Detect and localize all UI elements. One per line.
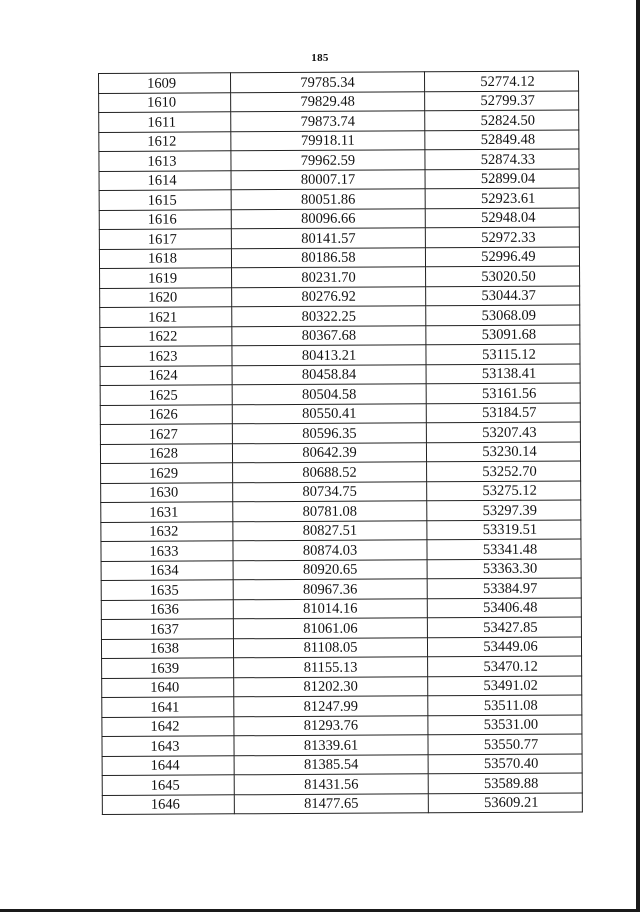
- value-1-cell: 80781.08: [233, 501, 427, 522]
- year-cell: 1643: [102, 736, 234, 756]
- table-row: [101, 558, 581, 580]
- value-1-cell: 80051.86: [231, 189, 425, 210]
- value-2-cell: 52799.37: [425, 90, 579, 110]
- value-1-cell: 80920.65: [233, 559, 427, 580]
- year-cell: 1635: [101, 580, 233, 600]
- table-row: [99, 90, 579, 112]
- value-1-cell: 80458.84: [232, 364, 426, 385]
- year-cell: 1628: [100, 443, 232, 463]
- value-2-cell: 52996.49: [425, 246, 579, 266]
- value-1-cell: 80413.21: [232, 345, 426, 366]
- value-1-cell: 80141.57: [231, 228, 425, 249]
- table-row: [102, 792, 582, 814]
- value-1-cell: 80967.36: [233, 579, 427, 600]
- value-2-cell: 53470.12: [428, 656, 582, 676]
- value-2-cell: 53230.14: [426, 441, 580, 461]
- table-row: [100, 383, 580, 405]
- value-2-cell: 52849.48: [425, 129, 579, 149]
- year-cell: 1645: [102, 775, 234, 795]
- value-2-cell: 53570.40: [428, 753, 582, 773]
- value-1-cell: 81293.76: [234, 715, 428, 736]
- value-1-cell: 80734.75: [233, 481, 427, 502]
- year-cell: 1618: [99, 248, 231, 268]
- table-row: [99, 207, 579, 229]
- year-cell: 1646: [102, 794, 234, 814]
- value-2-cell: 52923.61: [425, 188, 579, 208]
- value-2-cell: 53491.02: [428, 675, 582, 695]
- year-cell: 1631: [101, 502, 233, 522]
- table-row: [100, 324, 580, 346]
- table-row: [100, 285, 580, 307]
- value-2-cell: 53044.37: [426, 285, 580, 305]
- year-cell: 1609: [99, 73, 231, 93]
- value-1-cell: 79918.11: [231, 130, 425, 151]
- value-1-cell: 81155.13: [234, 657, 428, 678]
- table-row: [99, 168, 579, 190]
- year-cell: 1611: [99, 112, 231, 132]
- value-2-cell: 53384.97: [427, 578, 581, 598]
- value-2-cell: 53161.56: [426, 383, 580, 403]
- value-1-cell: 80096.66: [231, 208, 425, 229]
- value-1-cell: 79829.48: [231, 91, 425, 112]
- table-row: [99, 188, 579, 210]
- year-cell: 1615: [99, 190, 231, 210]
- year-cell: 1619: [100, 268, 232, 288]
- table-row: [99, 110, 579, 132]
- value-2-cell: 53363.30: [427, 558, 581, 578]
- value-1-cell: 80688.52: [233, 462, 427, 483]
- table-row: [101, 500, 581, 522]
- table-row: [99, 227, 579, 249]
- table-row: [101, 519, 581, 541]
- table-row: [100, 441, 580, 463]
- data-table: [98, 70, 583, 815]
- value-2-cell: 53275.12: [427, 480, 581, 500]
- value-2-cell: 53427.85: [427, 617, 581, 637]
- value-1-cell: 80231.70: [232, 267, 426, 288]
- table-row: [99, 246, 579, 268]
- table-row: [100, 402, 580, 424]
- value-2-cell: 53550.77: [428, 734, 582, 754]
- year-cell: 1633: [101, 541, 233, 561]
- value-1-cell: 80276.92: [232, 286, 426, 307]
- value-1-cell: 81108.05: [233, 637, 427, 658]
- year-cell: 1640: [102, 677, 234, 697]
- table-row: [100, 344, 580, 366]
- value-2-cell: 53341.48: [427, 539, 581, 559]
- value-1-cell: 80367.68: [232, 325, 426, 346]
- value-2-cell: 53252.70: [427, 461, 581, 481]
- value-1-cell: 81431.56: [234, 774, 428, 795]
- table-row: [102, 734, 582, 756]
- year-cell: 1638: [101, 638, 233, 658]
- value-2-cell: 53184.57: [426, 402, 580, 422]
- year-cell: 1632: [101, 521, 233, 541]
- year-cell: 1642: [102, 716, 234, 736]
- year-cell: 1627: [100, 424, 232, 444]
- year-cell: 1621: [100, 307, 232, 327]
- value-1-cell: 80322.25: [232, 306, 426, 327]
- value-1-cell: 80186.58: [231, 247, 425, 268]
- value-1-cell: 80642.39: [232, 442, 426, 463]
- table-row: [101, 461, 581, 483]
- data-table-body: [99, 71, 583, 815]
- value-1-cell: 81247.99: [234, 696, 428, 717]
- value-2-cell: 53138.41: [426, 363, 580, 383]
- value-2-cell: 53115.12: [426, 344, 580, 364]
- value-2-cell: 53609.21: [428, 792, 582, 812]
- value-2-cell: 53020.50: [426, 266, 580, 286]
- value-1-cell: 81385.54: [234, 754, 428, 775]
- value-2-cell: 53511.08: [428, 695, 582, 715]
- table-row: [102, 773, 582, 795]
- year-cell: 1629: [101, 463, 233, 483]
- year-cell: 1612: [99, 131, 231, 151]
- year-cell: 1644: [102, 755, 234, 775]
- year-cell: 1620: [100, 287, 232, 307]
- table-row: [102, 675, 582, 697]
- year-cell: 1610: [99, 92, 231, 112]
- year-cell: 1623: [100, 346, 232, 366]
- year-cell: 1630: [101, 482, 233, 502]
- table-row: [102, 656, 582, 678]
- table-row: [100, 422, 580, 444]
- year-cell: 1624: [100, 365, 232, 385]
- value-2-cell: 52874.33: [425, 149, 579, 169]
- table-row: [101, 578, 581, 600]
- value-2-cell: 53589.88: [428, 773, 582, 793]
- year-cell: 1613: [99, 151, 231, 171]
- table-row: [99, 71, 579, 93]
- table-row: [101, 539, 581, 561]
- value-1-cell: 81061.06: [233, 618, 427, 639]
- value-1-cell: 79962.59: [231, 150, 425, 171]
- table-row: [101, 597, 581, 619]
- value-2-cell: 53319.51: [427, 519, 581, 539]
- value-2-cell: 53091.68: [426, 324, 580, 344]
- value-1-cell: 80874.03: [233, 540, 427, 561]
- year-cell: 1616: [99, 209, 231, 229]
- page-number: 185: [311, 52, 329, 64]
- year-cell: 1617: [99, 229, 231, 249]
- table-row: [102, 695, 582, 717]
- year-cell: 1641: [102, 697, 234, 717]
- year-cell: 1622: [100, 326, 232, 346]
- value-2-cell: 53531.00: [428, 714, 582, 734]
- value-2-cell: 52948.04: [425, 207, 579, 227]
- value-2-cell: 53207.43: [426, 422, 580, 442]
- value-2-cell: 53449.06: [427, 636, 581, 656]
- value-2-cell: 53297.39: [427, 500, 581, 520]
- value-2-cell: 52824.50: [425, 110, 579, 130]
- table-row: [101, 636, 581, 658]
- value-1-cell: 79785.34: [231, 72, 425, 93]
- table-row: [99, 129, 579, 151]
- value-2-cell: 52774.12: [424, 71, 578, 91]
- year-cell: 1626: [100, 404, 232, 424]
- table-row: [100, 266, 580, 288]
- value-2-cell: 52899.04: [425, 168, 579, 188]
- value-1-cell: 81202.30: [234, 676, 428, 697]
- value-1-cell: 80596.35: [232, 423, 426, 444]
- value-1-cell: 81339.61: [234, 735, 428, 756]
- year-cell: 1625: [100, 385, 232, 405]
- value-1-cell: 80827.51: [233, 520, 427, 541]
- value-1-cell: 80007.17: [231, 169, 425, 190]
- value-1-cell: 79873.74: [231, 111, 425, 132]
- year-cell: 1634: [101, 560, 233, 580]
- year-cell: 1639: [102, 658, 234, 678]
- table-row: [102, 714, 582, 736]
- data-table-container: [98, 70, 583, 815]
- value-1-cell: 80550.41: [232, 403, 426, 424]
- table-row: [100, 363, 580, 385]
- value-1-cell: 81014.16: [233, 598, 427, 619]
- value-1-cell: 80504.58: [232, 384, 426, 405]
- year-cell: 1636: [101, 599, 233, 619]
- table-row: [102, 753, 582, 775]
- value-2-cell: 52972.33: [425, 227, 579, 247]
- year-cell: 1614: [99, 170, 231, 190]
- table-row: [101, 480, 581, 502]
- value-2-cell: 53406.48: [427, 597, 581, 617]
- table-row: [101, 617, 581, 639]
- table-row: [99, 149, 579, 171]
- value-1-cell: 81477.65: [234, 793, 428, 814]
- year-cell: 1637: [101, 619, 233, 639]
- table-row: [100, 305, 580, 327]
- value-2-cell: 53068.09: [426, 305, 580, 325]
- scan-edge-right: [636, 0, 640, 912]
